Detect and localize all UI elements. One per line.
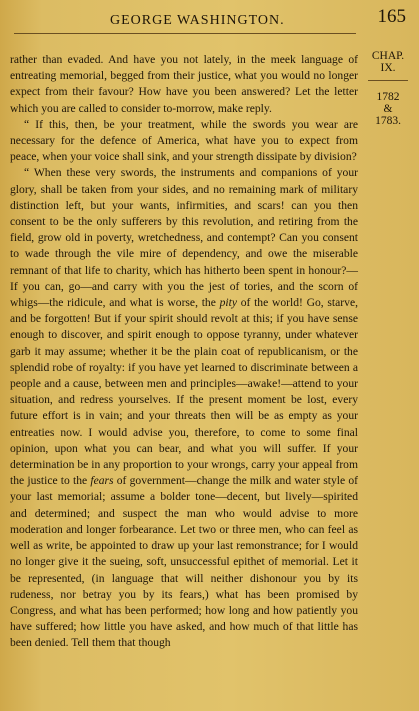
year-start: 1782 <box>376 91 400 103</box>
italic-word-pity: pity <box>219 296 237 310</box>
text-segment: “ If this, then, be your treatment, while the swords you wear are necessary for the defence of America, what have you to expect from peace, when your voice shall sink, and your strength dissipate by division? <box>10 117 358 164</box>
margin-note <box>362 50 414 127</box>
text-segment: of the world! Go, starve, and be forgotten! But if your spirit should revolt at this; if you have sense enough to discover, and spirit enough to oppose tyranny, under whatever garb it may assume; whether it be the plain coat of republicanism, or the splendid robe of royalty: if you have yet learned to discriminate between a people and a cause, between men and principles—awake!—attend to your situation, and redress yourselves. If the present moment be lost, every future effort is in vain; and your threats then will be as empty as your entreaties now. I would advise you, therefore, to come to some final opinion, upon what you can bear, and what you will suffer. If your determination be in any proportion to your wrongs, carry your appeal from the justice to the <box>10 296 358 488</box>
text-segment: of government—change the milk and water style of your last memorial; assume a bolder tone—decent, but lively—spirited and determined; and suspect the man who would advise to more moderation and longer forbearance. Let two or three men, who can feel as well as write, be appointed to draw up your last remonstrance; for I would no longer give it the sueing, soft, unsuccessful epithet of memorial. Let it be represented, (in language that will neither dishonour you by its rudeness, nor betray you by its fears,) what has been promised by Congress, and what has been performed; how long and how patiently you have suffered; how little you have asked, and how much of that little has been denied. Tell them that though <box>10 474 358 650</box>
margin-rule <box>368 80 408 81</box>
chapter-label: CHAP. <box>371 50 405 62</box>
italic-word-fears: fears <box>90 474 114 488</box>
page-header <box>6 6 406 36</box>
paragraph-2 <box>10 117 358 166</box>
chapter-number: IX. <box>380 62 396 74</box>
text-segment: “ When these very swords, the instruments and companions of your glory, shall be taken from your sides, and no remaining mark of military distinction left, but your wants, infirmities, and scars! can you then consent to be the only sufferers by this revolution, and retiring from the field, grow old in poverty, wretchedness, and contempt? Can you consent to wade through the vile mire of dependency, and owe the miserable remnant of that life to charity, which has hitherto been spent in honour?—If you can, go—and carry with you the jest of tories, and the scorn of whigs—the ridicule, and what is worse, the <box>10 166 358 310</box>
page-number: 165 <box>377 6 406 27</box>
body-text <box>10 52 358 652</box>
header-rule <box>14 33 356 34</box>
paragraph-3 <box>10 165 358 651</box>
year-end: 1783. <box>375 115 401 127</box>
text-segment: rather than evaded. And have you not lately, in the meek language of entreating memorial, begged from their justice, what you would no longer expect from their favour? How have you been answered? Let the letter which you are called to consider to-morrow, make reply. <box>10 53 358 115</box>
year-ampersand: & <box>383 103 393 115</box>
paragraph-1 <box>10 52 358 117</box>
running-head: GEORGE WASHINGTON. <box>110 13 285 28</box>
